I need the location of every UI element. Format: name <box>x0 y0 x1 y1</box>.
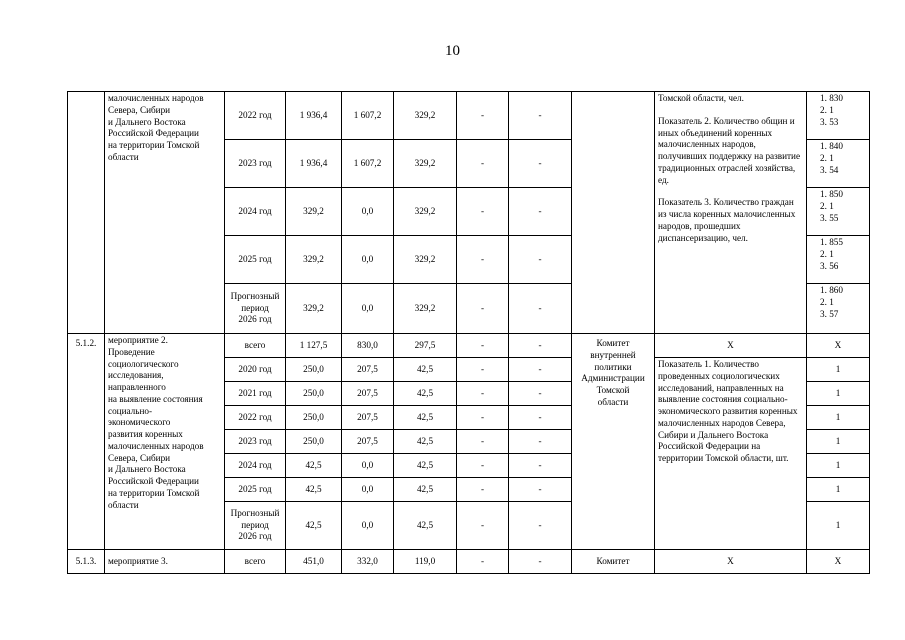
table-row <box>68 92 870 140</box>
federal-budget-cell: 207,5 <box>342 430 394 454</box>
regional-budget-cell: 329,2 <box>394 188 457 236</box>
federal-budget-cell: 207,5 <box>342 406 394 430</box>
indicator-value-cell: Х <box>807 550 870 574</box>
extra-budget-cell: - <box>509 430 572 454</box>
extra-budget-cell: - <box>509 284 572 334</box>
period-cell: 2024 год <box>225 454 286 478</box>
regional-budget-cell: 42,5 <box>394 382 457 406</box>
table-row <box>68 334 870 358</box>
code-cell-empty <box>68 92 105 334</box>
indicator-text: Показатель 2. Количество общин и иных объединений коренных малочисленных народов, получивших поддержку на развитие традиционных отраслей хозяйства, ед. <box>658 115 801 185</box>
indicator-value-cell: 1 <box>807 406 870 430</box>
total-cell: 42,5 <box>286 502 342 550</box>
indicator-value-cell: 1. 855 2. 1 3. 56 <box>807 236 870 284</box>
regional-budget-cell: 42,5 <box>394 502 457 550</box>
total-cell: 42,5 <box>286 478 342 502</box>
extra-budget-cell: - <box>509 502 572 550</box>
extra-budget-cell: - <box>509 406 572 430</box>
federal-budget-cell: 207,5 <box>342 382 394 406</box>
period-cell: 2024 год <box>225 188 286 236</box>
measure-name-cell: мероприятие 2. Проведение социологического исследования, направленного на выявление состояния социально- экономического развития коренных малочисленных народов Севера, Сибири и Дальнего Востока Российской Федерации на территории Томской области <box>105 334 225 550</box>
measure-name-cell: малочисленных народов Севера, Сибири и Дальнего Востока Российской Федерации на территории Томской области <box>105 92 225 334</box>
federal-budget-cell: 332,0 <box>342 550 394 574</box>
period-cell: Прогнозный период 2026 год <box>225 284 286 334</box>
executor-cell: Комитет внутренней политики Администрации Томской области <box>572 334 655 550</box>
federal-budget-cell: 0,0 <box>342 284 394 334</box>
executor-cell-empty <box>572 92 655 334</box>
extra-budget-cell: - <box>509 140 572 188</box>
federal-budget-cell: 0,0 <box>342 502 394 550</box>
local-budget-cell: - <box>457 406 509 430</box>
regional-budget-cell: 329,2 <box>394 92 457 140</box>
federal-budget-cell: 0,0 <box>342 478 394 502</box>
total-cell: 329,2 <box>286 236 342 284</box>
measure-name-cell: мероприятие 3. <box>105 550 225 574</box>
federal-budget-cell: 830,0 <box>342 334 394 358</box>
indicator-text: Томской области, чел. <box>658 93 744 103</box>
table-row <box>68 550 870 574</box>
total-cell: 1 936,4 <box>286 92 342 140</box>
regional-budget-cell: 42,5 <box>394 478 457 502</box>
total-cell: 250,0 <box>286 382 342 406</box>
local-budget-cell: - <box>457 284 509 334</box>
indicator-value-cell: 1 <box>807 454 870 478</box>
indicator-cell: Показатель 1. Количество проведенных социологических исследований, направленных на выявление состояния социально-экономического развития коренных малочисленных народов Севера, Сибири и Дальнего Востока Российской Федерации на территории Томской области, шт. <box>655 358 807 550</box>
indicator-value-cell: 1 <box>807 382 870 406</box>
local-budget-cell: - <box>457 502 509 550</box>
period-cell: 2022 год <box>225 406 286 430</box>
regional-budget-cell: 329,2 <box>394 140 457 188</box>
indicator-cell <box>655 92 807 334</box>
extra-budget-cell: - <box>509 454 572 478</box>
local-budget-cell: - <box>457 430 509 454</box>
total-cell: 329,2 <box>286 284 342 334</box>
regional-budget-cell: 42,5 <box>394 430 457 454</box>
extra-budget-cell: - <box>509 334 572 358</box>
local-budget-cell: - <box>457 382 509 406</box>
local-budget-cell: - <box>457 334 509 358</box>
regional-budget-cell: 42,5 <box>394 406 457 430</box>
total-cell: 250,0 <box>286 430 342 454</box>
total-cell: 451,0 <box>286 550 342 574</box>
regional-budget-cell: 42,5 <box>394 358 457 382</box>
period-cell: 2025 год <box>225 236 286 284</box>
measure-code-cell: 5.1.2. <box>68 334 105 550</box>
period-cell: 2023 год <box>225 430 286 454</box>
local-budget-cell: - <box>457 358 509 382</box>
total-cell: 1 127,5 <box>286 334 342 358</box>
local-budget-cell: - <box>457 92 509 140</box>
extra-budget-cell: - <box>509 382 572 406</box>
page-number: 10 <box>445 43 460 59</box>
local-budget-cell: - <box>457 550 509 574</box>
extra-budget-cell: - <box>509 358 572 382</box>
period-cell: 2025 год <box>225 478 286 502</box>
extra-budget-cell: - <box>509 92 572 140</box>
local-budget-cell: - <box>457 478 509 502</box>
indicator-value-cell: 1. 840 2. 1 3. 54 <box>807 140 870 188</box>
total-cell: 250,0 <box>286 406 342 430</box>
regional-budget-cell: 329,2 <box>394 284 457 334</box>
regional-budget-cell: 119,0 <box>394 550 457 574</box>
extra-budget-cell: - <box>509 550 572 574</box>
period-cell: всего <box>225 334 286 358</box>
indicator-value-cell: 1. 860 2. 1 3. 57 <box>807 284 870 334</box>
regional-budget-cell: 329,2 <box>394 236 457 284</box>
indicator-value-cell: 1. 850 2. 1 3. 55 <box>807 188 870 236</box>
period-cell: 2022 год <box>225 92 286 140</box>
indicator-value-cell: 1 <box>807 478 870 502</box>
period-cell: Прогнозный период 2026 год <box>225 502 286 550</box>
period-cell: 2023 год <box>225 140 286 188</box>
measure-code-cell: 5.1.3. <box>68 550 105 574</box>
total-cell: 329,2 <box>286 188 342 236</box>
program-table <box>67 91 870 574</box>
federal-budget-cell: 1 607,2 <box>342 140 394 188</box>
executor-cell: Комитет <box>572 550 655 574</box>
total-cell: 42,5 <box>286 454 342 478</box>
indicator-value-cell: 1 <box>807 502 870 550</box>
indicator-text: Показатель 3. Количество граждан из числа коренных малочисленных народов, прошедших диспансеризацию, чел. <box>658 197 796 243</box>
regional-budget-cell: 42,5 <box>394 454 457 478</box>
indicator-value-cell: 1. 830 2. 1 3. 53 <box>807 92 870 140</box>
local-budget-cell: - <box>457 188 509 236</box>
indicator-cell: Х <box>655 550 807 574</box>
federal-budget-cell: 0,0 <box>342 454 394 478</box>
indicator-value-cell: 1 <box>807 430 870 454</box>
period-cell: 2021 год <box>225 382 286 406</box>
local-budget-cell: - <box>457 140 509 188</box>
indicator-value-cell: 1 <box>807 358 870 382</box>
indicator-cell: Х <box>655 334 807 358</box>
total-cell: 250,0 <box>286 358 342 382</box>
period-cell: всего <box>225 550 286 574</box>
regional-budget-cell: 297,5 <box>394 334 457 358</box>
federal-budget-cell: 1 607,2 <box>342 92 394 140</box>
federal-budget-cell: 0,0 <box>342 188 394 236</box>
local-budget-cell: - <box>457 454 509 478</box>
total-cell: 1 936,4 <box>286 140 342 188</box>
period-cell: 2020 год <box>225 358 286 382</box>
indicator-value-cell: Х <box>807 334 870 358</box>
extra-budget-cell: - <box>509 188 572 236</box>
federal-budget-cell: 0,0 <box>342 236 394 284</box>
local-budget-cell: - <box>457 236 509 284</box>
extra-budget-cell: - <box>509 236 572 284</box>
extra-budget-cell: - <box>509 478 572 502</box>
federal-budget-cell: 207,5 <box>342 358 394 382</box>
